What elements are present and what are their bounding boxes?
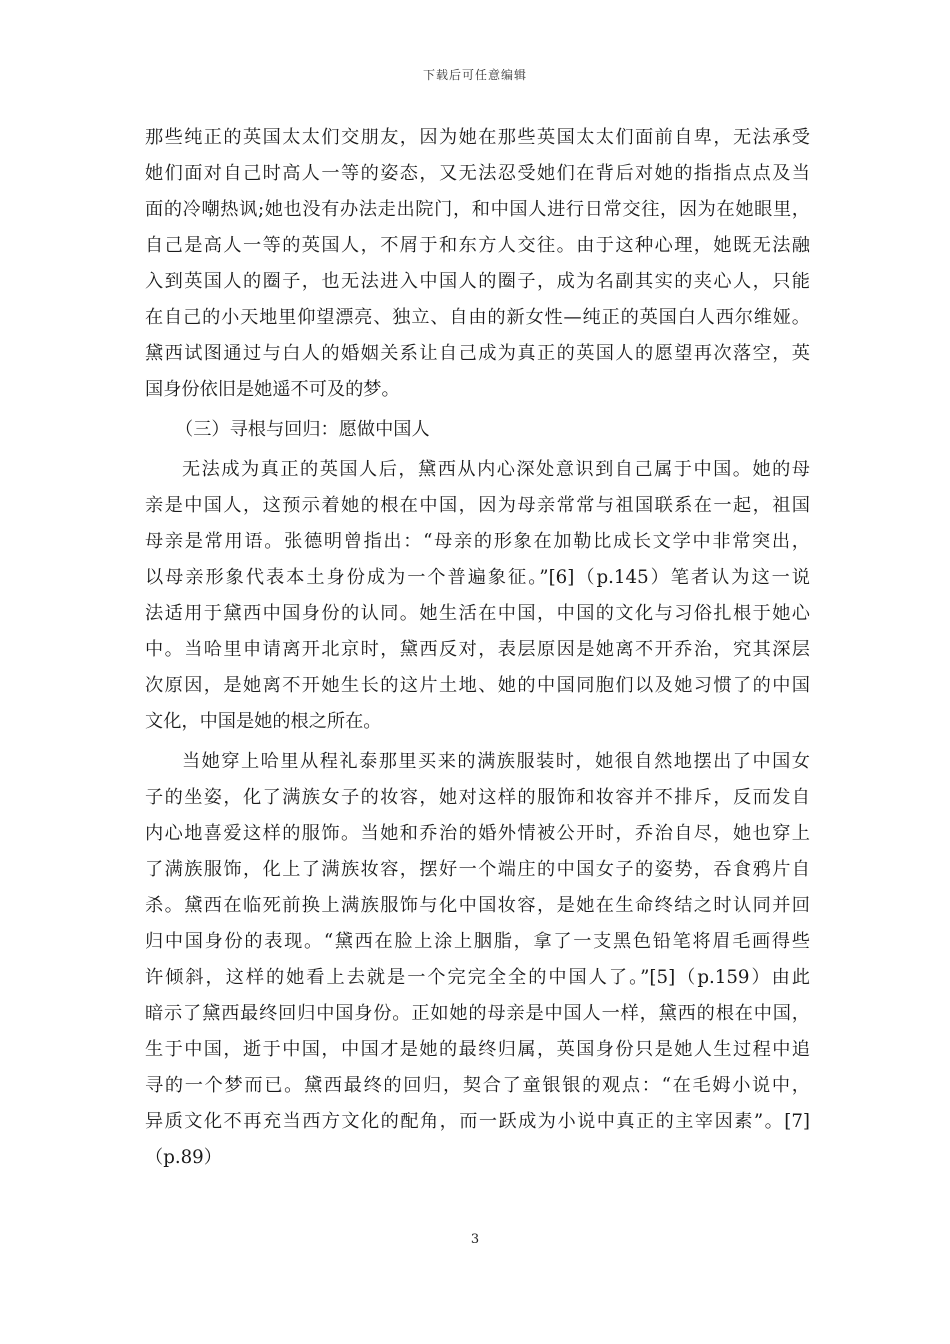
paragraph-line: 了满族服饰，化上了满族妆容，摆好一个端庄的中国女子的姿势，吞食鸦片自 bbox=[145, 859, 810, 880]
paragraph-line: 亲是中国人，这预示着她的根在中国，因为母亲常常与祖国联系在一起，祖国 bbox=[145, 495, 810, 516]
paragraph-line: 许倾斜，这样的她看上去就是一个完完全全的中国人了。”[5]（p.159）由此 bbox=[145, 967, 810, 988]
paragraph-1 bbox=[145, 120, 810, 408]
paragraph-line: 入到英国人的圈子，也无法进入中国人的圈子，成为名副其实的夹心人，只能 bbox=[145, 271, 810, 292]
page-number: 3 bbox=[470, 1232, 480, 1247]
paragraph-line: 在自己的小天地里仰望漂亮、独立、自由的新女性—纯正的英国白人西尔维娅。 bbox=[145, 307, 810, 328]
section-heading: （三）寻根与回归：愿做中国人 bbox=[175, 419, 430, 440]
paragraph-line: 暗示了黛西最终回归中国身份。正如她的母亲是中国人一样，黛西的根在中国， bbox=[145, 1003, 810, 1024]
paragraph-line: 寻的一个梦而已。黛西最终的回归，契合了童银银的观点：“在毛姆小说中， bbox=[145, 1075, 810, 1096]
paragraph-line: 以母亲形象代表本土身份成为一个普遍象征。”[6]（p.145）笔者认为这一说 bbox=[145, 567, 810, 588]
paragraph-line: 子的坐姿，化了满族女子的妆容，她对这样的服饰和妆容并不排斥，反而发自 bbox=[145, 787, 810, 808]
paragraph-line: 归中国身份的表现。“黛西在脸上涂上胭脂，拿了一支黑色铅笔将眉毛画得些 bbox=[145, 931, 810, 952]
page-header-note: 下载后可任意编辑 bbox=[422, 68, 527, 82]
paragraph-line: 母亲是常用语。张德明曾指出：“母亲的形象在加勒比成长文学中非常突出， bbox=[145, 531, 810, 552]
document-body bbox=[145, 120, 810, 1176]
paragraph-line: 那些纯正的英国太太们交朋友，因为她在那些英国太太们面前自卑，无法承受 bbox=[145, 127, 810, 148]
paragraph-line: 国身份依旧是她遥不可及的梦。 bbox=[145, 379, 400, 400]
paragraph-line: 面的冷嘲热讽;她也没有办法走出院门，和中国人进行日常交往，因为在她眼里， bbox=[145, 199, 810, 220]
paragraph-line: 杀。黛西在临死前换上满族服饰与化中国妆容，是她在生命终结之时认同并回 bbox=[145, 895, 810, 916]
paragraph-line: 黛西试图通过与白人的婚姻关系让自己成为真正的英国人的愿望再次落空，英 bbox=[145, 343, 810, 364]
paragraph-line: 内心地喜爱这样的服饰。当她和乔治的婚外情被公开时，乔治自尽，她也穿上 bbox=[145, 823, 810, 844]
paragraph-line: 次原因，是她离不开她生长的这片土地、她的中国同胞们以及她习惯了的中国 bbox=[145, 675, 810, 696]
paragraph-line: （p.89） bbox=[145, 1147, 222, 1168]
paragraph-line: 她们面对自己时高人一等的姿态，又无法忍受她们在背后对她的指指点点及当 bbox=[145, 163, 810, 184]
paragraph-line: 法适用于黛西中国身份的认同。她生活在中国，中国的文化与习俗扎根于她心 bbox=[145, 603, 810, 624]
paragraph-3 bbox=[145, 744, 810, 1176]
paragraph-line: 无法成为真正的英国人后，黛西从内心深处意识到自己属于中国。她的母 bbox=[182, 459, 810, 480]
paragraph-line: 生于中国，逝于中国，中国才是她的最终归属，英国身份只是她人生过程中追 bbox=[145, 1039, 810, 1060]
paragraph-line: 当她穿上哈里从程礼泰那里买来的满族服装时，她很自然地摆出了中国女 bbox=[182, 751, 810, 772]
paragraph-2 bbox=[145, 452, 810, 740]
paragraph-line: 自己是高人一等的英国人，不屑于和东方人交往。由于这种心理，她既无法融 bbox=[145, 235, 810, 256]
paragraph-line: 文化，中国是她的根之所在。 bbox=[145, 711, 382, 732]
paragraph-line: 中。当哈里申请离开北京时，黛西反对，表层原因是她离不开乔治，究其深层 bbox=[145, 639, 810, 660]
paragraph-line: 异质文化不再充当西方文化的配角，而一跃成为小说中真正的主宰因素”。[7] bbox=[145, 1111, 810, 1132]
